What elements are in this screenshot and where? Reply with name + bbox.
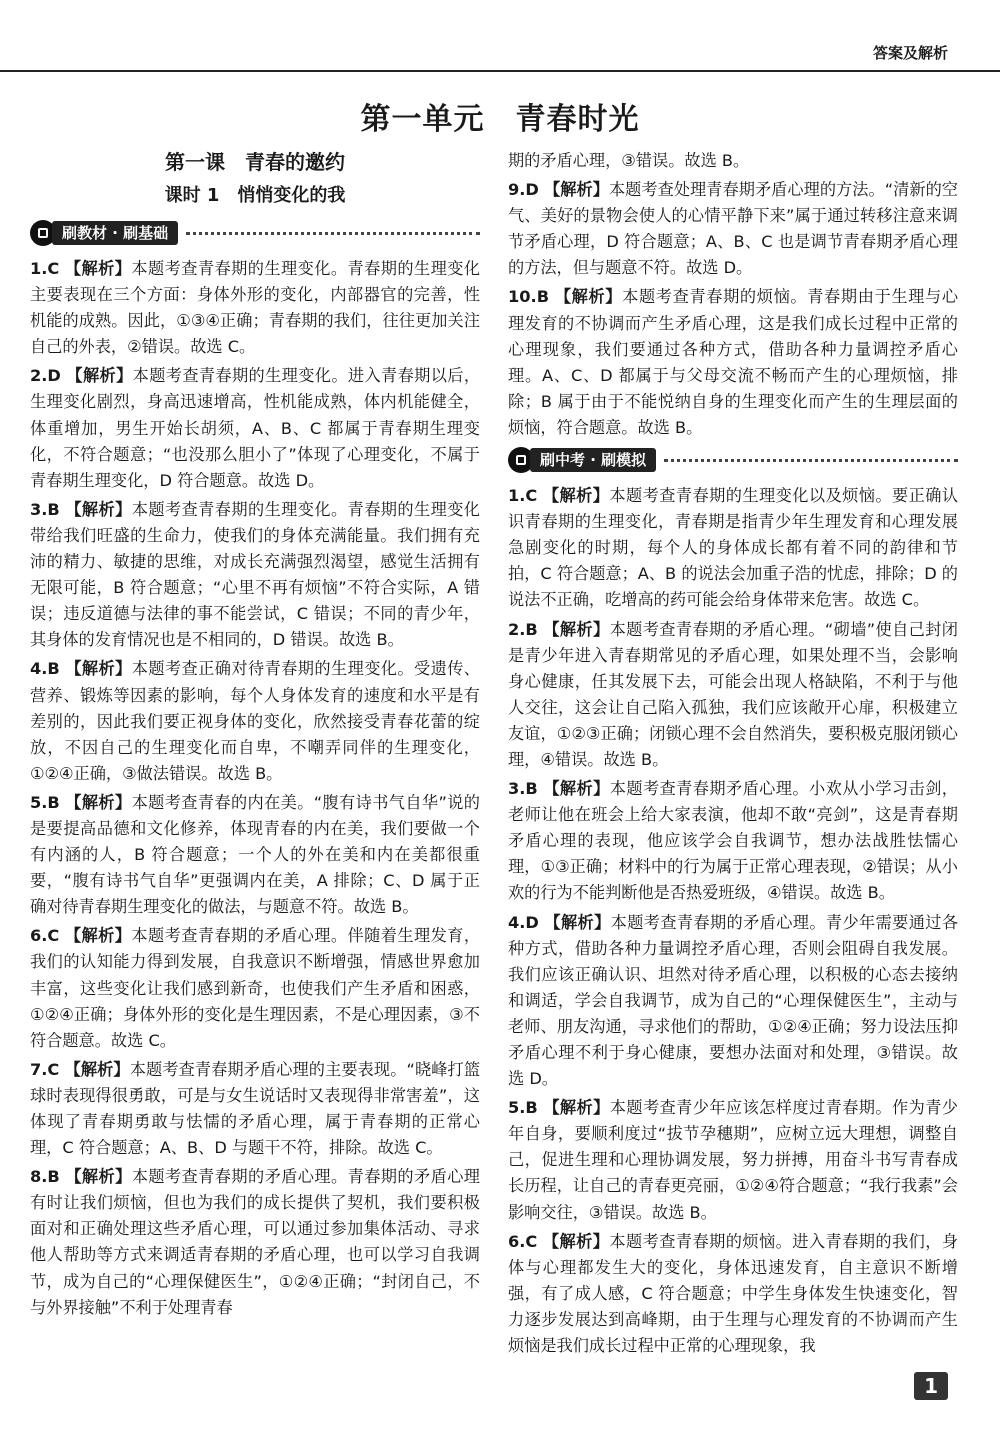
answer-item xyxy=(30,363,480,493)
analysis-tag: 【解析】 xyxy=(64,926,132,946)
answer-item xyxy=(30,497,480,654)
analysis-text: 本题考查青春期的矛盾心理。“砌墙”使自己封闭是青少年进入青春期常见的矛盾心理，如果处理不当，会影响身心健康，任其发展下去，可能会出现人格缺陷，不利于与他人交往，这会让自己陷入孤独，我们应该敞开心扉，积极建立友谊，①②③正确；闭锁心理不会自然消失，要积极克服闭锁心理，④错误。故选 B。 xyxy=(508,619,958,769)
answer-number: 2. xyxy=(508,619,526,639)
header-divider xyxy=(0,70,1000,72)
period-title: 课时 1 悄悄变化的我 xyxy=(164,185,346,206)
answer-choice: B xyxy=(47,1167,60,1187)
answer-item xyxy=(30,256,480,360)
answer-number: 3. xyxy=(508,779,526,799)
answer-item xyxy=(30,790,480,920)
answer-item xyxy=(30,1057,480,1161)
section-banner-basic xyxy=(30,220,480,246)
analysis-text: 本题考查处理青春期矛盾心理的方法。“清新的空气、美好的景物会使人的心情平静下来”属于通过转移注意来调节矛盾心理，D 符合题意；A、B、C 也是调节青春期矛盾心理的方法，但与题意不符。故选 D。 xyxy=(508,180,958,278)
answer-choice: C xyxy=(525,486,538,506)
answer-item xyxy=(508,1229,958,1359)
analysis-text: 本题考查青春期的生理变化。进入青春期以后，生理变化剧烈，身高迅速增高，性机能成熟，体内机能健全，体重增加，男生开始长胡须，A、B、C 都属于青春期生理变化，不符合题意；“也没那么胆小了”体现了心理变化，不属于青春期生理变化，D 符合题意。故选 D。 xyxy=(30,366,481,490)
analysis-text: 本题考查青春期的矛盾心理。青春期的矛盾心理有时让我们烦恼，但也为我们的成长提供了契机，我们要积极面对和正确处理这些矛盾心理，可以通过参加集体活动、寻求他人帮助等方式来调适青春期的矛盾心理，也可以学习自我调节，成为自己的“心理保健医生”，①②④正确；“封闭自己，不与外界接触”不利于处理青春 xyxy=(30,1167,480,1317)
analysis-text: 本题考查青春期的矛盾心理。伴随着生理发育，我们的认知能力得到发展，自我意识不断增强，情感世界愈加丰富，这些变化让我们感到新奇，也使我们产生矛盾和困惑，①②④正确；身体外形的变化是生理因素，不是心理因素，③不符合题意。故选 C。 xyxy=(30,926,481,1050)
dotted-divider xyxy=(664,459,958,462)
answer-list-basic-continued xyxy=(508,177,958,441)
analysis-tag: 【解析】 xyxy=(65,659,132,679)
answer-item xyxy=(508,177,958,281)
analysis-text: 本题考查青春期的矛盾心理。青少年需要通过各种方式，借助各种力量调控矛盾心理，否则会阻碍自我发展。我们应该正确认识、坦然对待矛盾心理，以积极的心态去接纳和调适，学会自我调节，成为自己的“心理保健医生”，主动与老师、朋友沟通，寻求他们的帮助，①②④正确；努力设法压抑矛盾心理不利于身心健康，要想办法面对和处理，③错误。故选 D。 xyxy=(508,912,959,1089)
answer-continuation: 期的矛盾心理，③错误。故选 B。 xyxy=(508,151,750,170)
answer-choice: B xyxy=(525,779,538,799)
answer-choice: C xyxy=(47,1059,60,1079)
answer-choice: D xyxy=(525,912,539,932)
answer-item xyxy=(508,284,958,441)
analysis-text: 本题考查青春的内在美。“腹有诗书气自华”说的是要提高品德和文化修养，体现青春的内在美，我们要做一个有内涵的人，B 符合题意；一个人的外在美和内在美都很重要，“腹有诗书气自华”更强调内在美，A 排除；C、D 属于正确对待青春期生理变化的做法，与题意不符。故选 B。 xyxy=(30,792,480,917)
answer-number: 6. xyxy=(30,926,48,946)
analysis-tag: 【解析】 xyxy=(544,912,611,932)
analysis-tag: 【解析】 xyxy=(65,792,132,812)
answer-number: 5. xyxy=(30,792,48,812)
answer-number: 3. xyxy=(30,499,48,519)
page-number: 1 xyxy=(914,1372,948,1400)
answer-number: 7. xyxy=(30,1059,48,1079)
banner-label: 刷中考 · 刷模拟 xyxy=(530,448,656,472)
answer-number: 8. xyxy=(30,1167,48,1187)
analysis-text: 本题考查青春期的烦恼。进入青春期的我们，身体与心理都发生大的变化，身体迅速发育，自主意识不断增强，有了成人感，C 符合题意；中学生身体发生快速变化，智力逐步发展达到高峰期，由于生理与心理发育的不协调而产生烦恼是我们成长过程中正常的心理现象，我 xyxy=(508,1231,959,1356)
answer-number: 1. xyxy=(508,486,526,506)
answer-list-basic xyxy=(30,256,480,1321)
dotted-divider xyxy=(186,232,480,235)
analysis-tag: 【解析】 xyxy=(65,499,132,519)
analysis-text: 本题考查青春期的烦恼。青春期由于生理与心理发育的不协调而产生矛盾心理，这是我们成长过程中正常的心理现象，我们要通过各种方式，借助各种力量调控矛盾心理。A、C、D 都属于与父母交流不畅而产生的心理烦恼，排除；B 属于由于不能悦纳自身的生理变化而产生的生理层面的烦恼，符合题意。故选 B。 xyxy=(508,287,959,437)
answer-choice: B xyxy=(536,287,550,307)
answer-number: 5. xyxy=(508,1098,526,1118)
analysis-tag: 【解析】 xyxy=(66,366,133,386)
answer-number: 4. xyxy=(30,659,48,679)
analysis-text: 本题考查青春期矛盾心理的主要表现。“晓峰打篮球时表现得很勇敢，可是与女生说话时又表现得非常害羞”，这体现了青春期勇敢与怯懦的矛盾心理，属于青春期的正常心理，C 符合题意；A、B、D 与题干不符，排除。故选 C。 xyxy=(30,1059,481,1158)
analysis-tag: 【解析】 xyxy=(65,1167,132,1187)
answer-number: 1. xyxy=(30,259,48,278)
answer-number: 6. xyxy=(508,1231,526,1251)
answer-item xyxy=(508,617,958,774)
analysis-tag: 【解析】 xyxy=(64,1059,130,1079)
analysis-text: 本题考查青春期的生理变化。青春期的生理变化主要表现在三个方面：身体外形的变化，内部器官的完善，性机能的成熟。因此，①③④正确；青春期的我们，往往更加关注自己的外表，②错误。故选 C。 xyxy=(30,259,481,357)
answer-choice: C xyxy=(47,926,60,946)
answer-number: 4. xyxy=(508,912,526,932)
right-column xyxy=(508,148,958,1362)
analysis-tag: 【解析】 xyxy=(554,287,623,307)
answer-choice: B xyxy=(525,619,538,639)
answer-choice: D xyxy=(525,180,539,200)
analysis-tag: 【解析】 xyxy=(542,1231,610,1251)
analysis-text: 本题考查青春期的生理变化。青春期的生理变化带给我们旺盛的生命力，使我们的身体充满能量。我们拥有充沛的精力、敏捷的思维，对成长充满强烈渴望，感觉生活拥有无限可能，B 符合题意；“心里不再有烦恼”不符合实际，A 错误；违反道德与法律的事不能尝试，C 错误；不同的青少年，其身体的发育情况也是不相同的，D 错误。故选 B。 xyxy=(30,499,480,650)
analysis-tag: 【解析】 xyxy=(543,1098,610,1118)
section-banner-exam xyxy=(508,447,958,473)
answer-choice: B xyxy=(47,499,60,519)
analysis-text: 本题考查青少年应该怎样度过青春期。作为青少年自身，要顺利度过“拔节孕穗期”，应树立远大理想，调整自己，促进生理和心理协调发展，努力拼搏，用奋斗书写青春成长历程，让自己的青春更亮丽，①②④符合题意；“我行我素”会影响交往，③错误。故选 B。 xyxy=(508,1098,958,1222)
answer-item xyxy=(508,1095,958,1225)
lesson-title: 第一课 青春的邀约 xyxy=(165,150,345,174)
banner-label: 刷教材 · 刷基础 xyxy=(52,221,178,245)
answer-item xyxy=(508,776,958,906)
answer-choice: B xyxy=(525,1098,538,1118)
answer-choice: D xyxy=(47,366,61,386)
analysis-text: 本题考查青春期矛盾心理。小欢从小学习击剑，老师让他在班会上给大家表演，他却不敢“亮剑”，这是青春期矛盾心理的表现，他应该学会自我调节，想办法战胜怯懦心理，①③正确；材料中的行为属于正常心理表现，②错误；从小欢的行为不能判断他是否热爱班级，④错误。故选 B。 xyxy=(508,779,958,903)
answer-number: 2. xyxy=(30,366,48,386)
analysis-tag: 【解析】 xyxy=(544,180,609,200)
analysis-text: 本题考查正确对待青春期的生理变化。受遗传、营养、锻炼等因素的影响，每个人身体发育的速度和水平是有差别的，因此我们要正视身体的变化，欣然接受青春花蕾的绽放，不因自己的生理变化而自卑，不嘲弄同伴的生理变化，①②④正确，③做法错误。故选 B。 xyxy=(30,659,480,783)
answer-number: 10. xyxy=(508,287,537,307)
answer-choice: B xyxy=(47,659,60,679)
section-header: 答案及解析 xyxy=(872,44,948,62)
answer-list-exam xyxy=(508,483,958,1359)
answer-choice: B xyxy=(47,792,60,812)
answer-item xyxy=(508,483,958,613)
answer-number: 9. xyxy=(508,180,526,200)
analysis-tag: 【解析】 xyxy=(64,259,132,278)
answer-choice: C xyxy=(525,1231,538,1251)
answer-item xyxy=(30,656,480,786)
unit-title: 第一单元 青春时光 xyxy=(360,102,640,137)
left-column xyxy=(30,148,480,1324)
analysis-tag: 【解析】 xyxy=(543,619,610,639)
analysis-tag: 【解析】 xyxy=(542,486,610,506)
analysis-text: 本题考查青春期的生理变化以及烦恼。要正确认识青春期的生理变化，青春期是指青少年生理发育和心理发展急剧变化的时期，每个人的身体成长都有着不同的韵律和节拍，C 符合题意；A、B 的说法会加重子浩的忧虑，排除；D 的说法不正确，吃增高的药可能会给身体带来危害。故选 C。 xyxy=(508,486,959,610)
answer-choice: C xyxy=(47,259,60,278)
answer-item xyxy=(508,910,958,1093)
answer-item xyxy=(30,923,480,1053)
answer-item xyxy=(30,1164,480,1321)
analysis-tag: 【解析】 xyxy=(543,779,610,799)
